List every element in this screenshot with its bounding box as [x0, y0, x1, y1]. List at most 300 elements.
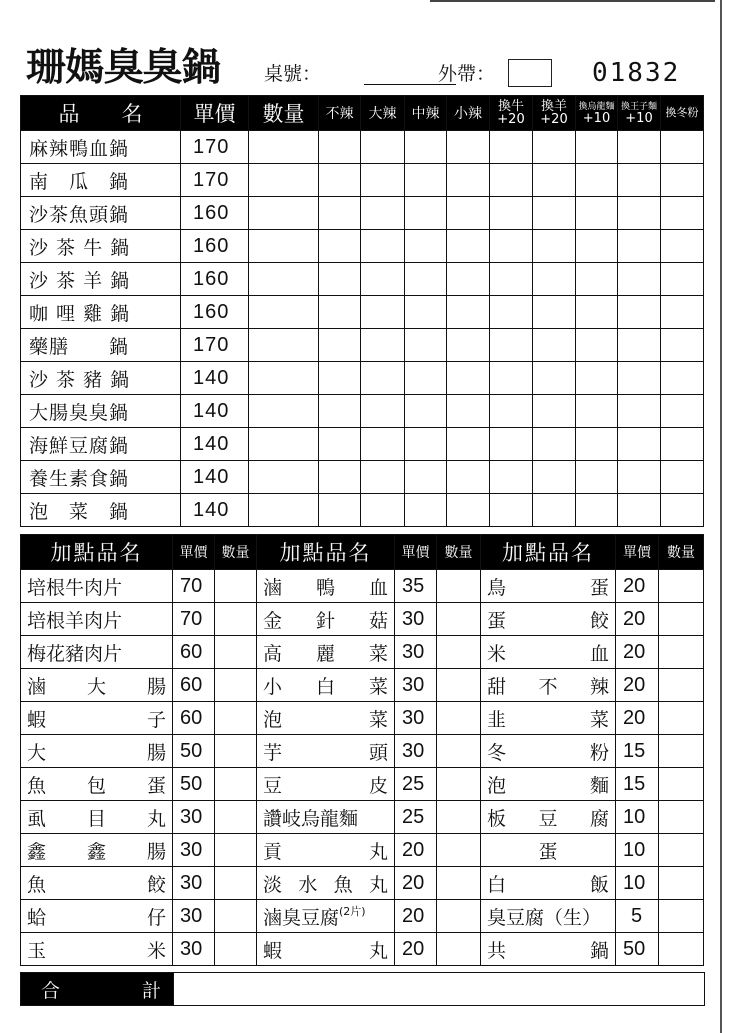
addon-item-name: 虱 目 丸 [21, 801, 173, 834]
col-swap-lamb: 換羊 +20 [533, 96, 576, 131]
hotpot-name: 養生素食鍋 [21, 461, 181, 494]
hotpot-price: 160 [181, 230, 249, 263]
addon-item-name: 板 豆 腐 [481, 801, 616, 834]
addon-qty-cell[interactable] [437, 801, 481, 834]
addon-item-name: 蛤 仔 [21, 900, 173, 933]
addon-row [21, 834, 704, 867]
col-swap-udon: 換烏龍麵 +10 [576, 96, 618, 131]
swap-udon-cell[interactable] [576, 362, 618, 395]
swap-udon-cell[interactable] [576, 296, 618, 329]
addon-qty-cell[interactable] [215, 702, 257, 735]
addon-row [21, 570, 704, 603]
swap-ramen-cell[interactable] [618, 296, 661, 329]
swap-ramen-cell[interactable] [618, 197, 661, 230]
addon-col-name: 加點品名 [257, 535, 395, 570]
hotpot-price: 140 [181, 461, 249, 494]
hotpot-name: 沙 茶 豬 鍋 [21, 362, 181, 395]
col-mild: 小辣 [447, 96, 490, 131]
hotpot-name: 沙 茶 牛 鍋 [21, 230, 181, 263]
addon-row [21, 900, 704, 933]
addon-qty-cell[interactable] [215, 636, 257, 669]
addon-row [21, 735, 704, 768]
addon-row [21, 768, 704, 801]
addon-item-name: 魚 包 蛋 [21, 768, 173, 801]
addon-qty-cell[interactable] [437, 669, 481, 702]
col-name: 品 名 [21, 96, 181, 131]
addon-qty-cell[interactable] [437, 834, 481, 867]
addon-table [20, 534, 704, 966]
addon-item-name: 大 腸 [21, 735, 173, 768]
hotpot-price: 140 [181, 395, 249, 428]
no-spicy-cell[interactable] [319, 461, 361, 494]
mild-cell[interactable] [447, 131, 490, 164]
hotpot-name: 藥膳 鍋 [21, 329, 181, 362]
no-spicy-cell[interactable] [319, 263, 361, 296]
addon-qty-cell[interactable] [437, 570, 481, 603]
addon-row [21, 867, 704, 900]
addon-qty-cell[interactable] [659, 834, 704, 867]
qty-cell[interactable] [249, 362, 319, 395]
addon-item-price: 50 [173, 735, 215, 768]
hot-cell[interactable] [361, 494, 405, 527]
addon-item-price: 15 [616, 768, 659, 801]
addon-qty-cell[interactable] [215, 603, 257, 636]
addon-item-name: 鑫 鑫 腸 [21, 834, 173, 867]
addon-item-name: 滷臭豆腐 (2片) [257, 900, 395, 933]
swap-lamb-cell[interactable] [533, 197, 576, 230]
qty-cell[interactable] [249, 395, 319, 428]
no-spicy-cell[interactable] [319, 362, 361, 395]
qty-cell[interactable] [249, 164, 319, 197]
addon-qty-cell[interactable] [215, 933, 257, 966]
addon-col-name: 加點品名 [481, 535, 616, 570]
hot-cell[interactable] [361, 428, 405, 461]
addon-item-price: 30 [173, 867, 215, 900]
addon-item-price: 30 [173, 900, 215, 933]
addon-item-price: 70 [173, 603, 215, 636]
swap-udon-cell[interactable] [576, 395, 618, 428]
qty-cell[interactable] [249, 230, 319, 263]
qty-cell[interactable] [249, 461, 319, 494]
hotpot-row [21, 395, 704, 428]
hot-cell[interactable] [361, 329, 405, 362]
swap-ramen-cell[interactable] [618, 395, 661, 428]
hot-cell[interactable] [361, 230, 405, 263]
qty-cell[interactable] [249, 263, 319, 296]
addon-item-name: 小 白 菜 [257, 669, 395, 702]
addon-item-name: 泡 菜 [257, 702, 395, 735]
addon-item-name: 蛋 [481, 834, 616, 867]
addon-qty-cell[interactable] [659, 867, 704, 900]
col-hot: 大辣 [361, 96, 405, 131]
col-swap-vermicelli: 換冬粉 [661, 96, 704, 131]
mild-cell[interactable] [447, 329, 490, 362]
hotpot-row [21, 461, 704, 494]
addon-item-price: 50 [173, 768, 215, 801]
col-medium: 中辣 [405, 96, 447, 131]
addon-qty-cell[interactable] [659, 801, 704, 834]
addon-item-name: 讚岐烏龍麵 [257, 801, 395, 834]
addon-qty-cell[interactable] [437, 768, 481, 801]
addon-qty-cell[interactable] [215, 801, 257, 834]
addon-item-price: 20 [616, 702, 659, 735]
addon-qty-cell[interactable] [659, 768, 704, 801]
addon-item-price: 25 [395, 801, 437, 834]
swap-udon-cell[interactable] [576, 494, 618, 527]
swap-lamb-cell[interactable] [533, 329, 576, 362]
no-spicy-cell[interactable] [319, 428, 361, 461]
swap-beef-cell[interactable] [490, 461, 533, 494]
addon-qty-cell[interactable] [437, 636, 481, 669]
hotpot-name: 泡 菜 鍋 [21, 494, 181, 527]
addon-qty-cell[interactable] [215, 834, 257, 867]
paper-right-edge [720, 0, 722, 1033]
addon-qty-cell[interactable] [659, 933, 704, 966]
addon-item-price: 60 [173, 669, 215, 702]
addon-qty-cell[interactable] [215, 867, 257, 900]
hotpot-row [21, 230, 704, 263]
mild-cell[interactable] [447, 395, 490, 428]
qty-cell[interactable] [249, 131, 319, 164]
addon-qty-cell[interactable] [215, 900, 257, 933]
medium-cell[interactable] [405, 296, 447, 329]
hot-cell[interactable] [361, 362, 405, 395]
addon-col-qty: 數量 [437, 535, 481, 570]
order-header [26, 44, 716, 92]
swap-lamb-cell[interactable] [533, 263, 576, 296]
no-spicy-cell[interactable] [319, 494, 361, 527]
medium-cell[interactable] [405, 395, 447, 428]
addon-item-price: 25 [395, 768, 437, 801]
addon-qty-cell[interactable] [659, 669, 704, 702]
swap-udon-cell[interactable] [576, 197, 618, 230]
addon-item-name: 共 鍋 [481, 933, 616, 966]
addon-col-price: 單價 [616, 535, 659, 570]
mild-cell[interactable] [447, 263, 490, 296]
addon-col-qty: 數量 [215, 535, 257, 570]
swap-vermicelli-cell[interactable] [661, 263, 704, 296]
medium-cell[interactable] [405, 263, 447, 296]
qty-cell[interactable] [249, 197, 319, 230]
addon-item-price: 20 [395, 867, 437, 900]
col-price: 單價 [181, 96, 249, 131]
addon-item-price: 50 [616, 933, 659, 966]
hotpot-row [21, 164, 704, 197]
hotpot-name: 南 瓜 鍋 [21, 164, 181, 197]
swap-vermicelli-cell[interactable] [661, 131, 704, 164]
medium-cell[interactable] [405, 131, 447, 164]
swap-ramen-cell[interactable] [618, 131, 661, 164]
hotpot-name: 沙茶魚頭鍋 [21, 197, 181, 230]
swap-vermicelli-cell[interactable] [661, 230, 704, 263]
addon-item-price: 30 [395, 702, 437, 735]
addon-qty-cell[interactable] [215, 669, 257, 702]
swap-udon-cell[interactable] [576, 164, 618, 197]
addon-item-name: 米 血 [481, 636, 616, 669]
medium-cell[interactable] [405, 362, 447, 395]
swap-beef-cell[interactable] [490, 494, 533, 527]
swap-vermicelli-cell[interactable] [661, 329, 704, 362]
swap-ramen-cell[interactable] [618, 362, 661, 395]
swap-ramen-cell[interactable] [618, 494, 661, 527]
addon-item-price: 10 [616, 834, 659, 867]
swap-beef-cell[interactable] [490, 131, 533, 164]
addon-item-name: 培根牛肉片 [21, 570, 173, 603]
addon-row [21, 801, 704, 834]
hotpot-price: 140 [181, 494, 249, 527]
mild-cell[interactable] [447, 230, 490, 263]
mild-cell[interactable] [447, 296, 490, 329]
mild-cell[interactable] [447, 362, 490, 395]
medium-cell[interactable] [405, 164, 447, 197]
swap-lamb-cell[interactable] [533, 131, 576, 164]
hotpot-name: 沙 茶 羊 鍋 [21, 263, 181, 296]
qty-cell[interactable] [249, 296, 319, 329]
addon-item-price: 10 [616, 867, 659, 900]
addon-item-price: 60 [173, 636, 215, 669]
qty-cell[interactable] [249, 428, 319, 461]
addon-item-price: 60 [173, 702, 215, 735]
hotpot-row [21, 296, 704, 329]
hotpot-name: 大腸臭臭鍋 [21, 395, 181, 428]
swap-lamb-cell[interactable] [533, 428, 576, 461]
swap-vermicelli-cell[interactable] [661, 428, 704, 461]
hotpot-price: 160 [181, 296, 249, 329]
hotpot-row [21, 329, 704, 362]
addon-qty-cell[interactable] [215, 768, 257, 801]
addon-item-name: 滷 大 腸 [21, 669, 173, 702]
addon-qty-cell[interactable] [659, 735, 704, 768]
addon-item-price: 20 [616, 570, 659, 603]
paper-top-edge [430, 0, 715, 2]
hotpot-row [21, 263, 704, 296]
addon-item-price: 30 [395, 735, 437, 768]
hot-cell[interactable] [361, 263, 405, 296]
hotpot-price: 170 [181, 329, 249, 362]
swap-udon-cell[interactable] [576, 461, 618, 494]
addon-qty-cell[interactable] [437, 603, 481, 636]
addon-item-name: 韭 菜 [481, 702, 616, 735]
addon-item-price: 35 [395, 570, 437, 603]
swap-udon-cell[interactable] [576, 230, 618, 263]
swap-lamb-cell[interactable] [533, 230, 576, 263]
addon-item-name: 臭豆腐（生） [481, 900, 616, 933]
hot-cell[interactable] [361, 197, 405, 230]
no-spicy-cell[interactable] [319, 395, 361, 428]
takeout-checkbox[interactable] [508, 59, 552, 87]
swap-beef-cell[interactable] [490, 362, 533, 395]
no-spicy-cell[interactable] [319, 131, 361, 164]
addon-item-price: 10 [616, 801, 659, 834]
addon-item-name: 貢 丸 [257, 834, 395, 867]
addon-row [21, 636, 704, 669]
hot-cell[interactable] [361, 296, 405, 329]
medium-cell[interactable] [405, 230, 447, 263]
hotpot-price: 170 [181, 164, 249, 197]
hotpot-row [21, 131, 704, 164]
addon-row [21, 603, 704, 636]
medium-cell[interactable] [405, 494, 447, 527]
addon-item-price: 20 [616, 669, 659, 702]
addon-item-name: 梅花豬肉片 [21, 636, 173, 669]
hotpot-table [20, 95, 704, 527]
addon-qty-cell[interactable] [659, 570, 704, 603]
swap-ramen-cell[interactable] [618, 461, 661, 494]
col-no-spicy: 不辣 [319, 96, 361, 131]
addon-item-name: 滷 鴨 血 [257, 570, 395, 603]
swap-lamb-cell[interactable] [533, 296, 576, 329]
addon-item-name: 白 飯 [481, 867, 616, 900]
total-label: 合 計 [21, 973, 174, 1006]
hotpot-row [21, 197, 704, 230]
hot-cell[interactable] [361, 461, 405, 494]
addon-qty-cell[interactable] [437, 867, 481, 900]
swap-lamb-cell[interactable] [533, 362, 576, 395]
hot-cell[interactable] [361, 164, 405, 197]
takeout-label: 外帶： [438, 63, 496, 85]
addon-item-name: 魚 餃 [21, 867, 173, 900]
addon-item-name: 蛋 餃 [481, 603, 616, 636]
addon-item-name: 泡 麵 [481, 768, 616, 801]
addon-header-row [21, 535, 704, 570]
addon-item-price: 30 [173, 834, 215, 867]
swap-udon-cell[interactable] [576, 329, 618, 362]
swap-vermicelli-cell[interactable] [661, 494, 704, 527]
swap-udon-cell[interactable] [576, 131, 618, 164]
swap-ramen-cell[interactable] [618, 164, 661, 197]
hotpot-row [21, 362, 704, 395]
addon-qty-cell[interactable] [659, 603, 704, 636]
mild-cell[interactable] [447, 494, 490, 527]
addon-qty-cell[interactable] [659, 900, 704, 933]
addon-item-name: 蝦 子 [21, 702, 173, 735]
addon-item-name: 甜 不 辣 [481, 669, 616, 702]
swap-vermicelli-cell[interactable] [661, 164, 704, 197]
hotpot-price: 160 [181, 263, 249, 296]
mild-cell[interactable] [447, 428, 490, 461]
col-qty: 數量 [249, 96, 319, 131]
addon-item-price: 20 [395, 900, 437, 933]
addon-col-name: 加點品名 [21, 535, 173, 570]
addon-qty-cell[interactable] [215, 570, 257, 603]
swap-udon-cell[interactable] [576, 263, 618, 296]
medium-cell[interactable] [405, 428, 447, 461]
addon-item-name: 淡 水 魚 丸 [257, 867, 395, 900]
addon-item-name: 培根羊肉片 [21, 603, 173, 636]
mild-cell[interactable] [447, 461, 490, 494]
addon-item-price: 30 [395, 603, 437, 636]
qty-cell[interactable] [249, 494, 319, 527]
swap-lamb-cell[interactable] [533, 494, 576, 527]
swap-beef-cell[interactable] [490, 296, 533, 329]
swap-beef-cell[interactable] [490, 395, 533, 428]
addon-qty-cell[interactable] [437, 933, 481, 966]
addon-qty-cell[interactable] [437, 900, 481, 933]
swap-ramen-cell[interactable] [618, 329, 661, 362]
swap-beef-cell[interactable] [490, 263, 533, 296]
addon-item-name: 金 針 菇 [257, 603, 395, 636]
addon-item-name: 豆 皮 [257, 768, 395, 801]
mild-cell[interactable] [447, 164, 490, 197]
no-spicy-cell[interactable] [319, 296, 361, 329]
addon-col-price: 單價 [173, 535, 215, 570]
mild-cell[interactable] [447, 197, 490, 230]
addon-qty-cell[interactable] [659, 636, 704, 669]
addon-qty-cell[interactable] [437, 702, 481, 735]
swap-vermicelli-cell[interactable] [661, 296, 704, 329]
total-value-field[interactable] [174, 973, 705, 1006]
addon-item-price: 20 [395, 933, 437, 966]
hotpot-name: 海鮮豆腐鍋 [21, 428, 181, 461]
swap-beef-cell[interactable] [490, 164, 533, 197]
addon-qty-cell[interactable] [659, 702, 704, 735]
addon-row [21, 933, 704, 966]
no-spicy-cell[interactable] [319, 230, 361, 263]
swap-lamb-cell[interactable] [533, 395, 576, 428]
addon-item-name: 高 麗 菜 [257, 636, 395, 669]
addon-item-price: 20 [616, 636, 659, 669]
swap-vermicelli-cell[interactable] [661, 362, 704, 395]
col-swap-ramen: 換王子麵 +10 [618, 96, 661, 131]
addon-item-price: 20 [616, 603, 659, 636]
no-spicy-cell[interactable] [319, 197, 361, 230]
swap-lamb-cell[interactable] [533, 461, 576, 494]
medium-cell[interactable] [405, 197, 447, 230]
table-number-label: 桌號： [264, 63, 322, 85]
swap-ramen-cell[interactable] [618, 263, 661, 296]
hot-cell[interactable] [361, 131, 405, 164]
col-swap-beef: 換牛 +20 [490, 96, 533, 131]
qty-cell[interactable] [249, 329, 319, 362]
hotpot-name: 麻辣鴨血鍋 [21, 131, 181, 164]
hotpot-price: 140 [181, 362, 249, 395]
swap-udon-cell[interactable] [576, 428, 618, 461]
no-spicy-cell[interactable] [319, 164, 361, 197]
swap-ramen-cell[interactable] [618, 428, 661, 461]
addon-qty-cell[interactable] [215, 735, 257, 768]
swap-vermicelli-cell[interactable] [661, 395, 704, 428]
addon-item-name: 芋 頭 [257, 735, 395, 768]
hot-cell[interactable] [361, 395, 405, 428]
addon-item-price: 20 [395, 834, 437, 867]
total-row [20, 972, 705, 1006]
addon-qty-cell[interactable] [437, 735, 481, 768]
swap-beef-cell[interactable] [490, 230, 533, 263]
addon-item-name: 鳥 蛋 [481, 570, 616, 603]
no-spicy-cell[interactable] [319, 329, 361, 362]
addon-item-price: 5 [616, 900, 659, 933]
medium-cell[interactable] [405, 329, 447, 362]
addon-item-price: 30 [395, 636, 437, 669]
medium-cell[interactable] [405, 461, 447, 494]
addon-item-name: 玉 米 [21, 933, 173, 966]
swap-vermicelli-cell[interactable] [661, 197, 704, 230]
swap-ramen-cell[interactable] [618, 230, 661, 263]
swap-vermicelli-cell[interactable] [661, 461, 704, 494]
restaurant-logo: 珊媽臭臭鍋 [26, 44, 221, 89]
swap-beef-cell[interactable] [490, 428, 533, 461]
addon-item-price: 30 [395, 669, 437, 702]
hotpot-header-row [21, 96, 704, 131]
swap-beef-cell[interactable] [490, 197, 533, 230]
hotpot-row [21, 494, 704, 527]
addon-col-price: 單價 [395, 535, 437, 570]
addon-item-price: 15 [616, 735, 659, 768]
addon-row [21, 702, 704, 735]
swap-lamb-cell[interactable] [533, 164, 576, 197]
addon-item-name: 蝦 丸 [257, 933, 395, 966]
swap-beef-cell[interactable] [490, 329, 533, 362]
